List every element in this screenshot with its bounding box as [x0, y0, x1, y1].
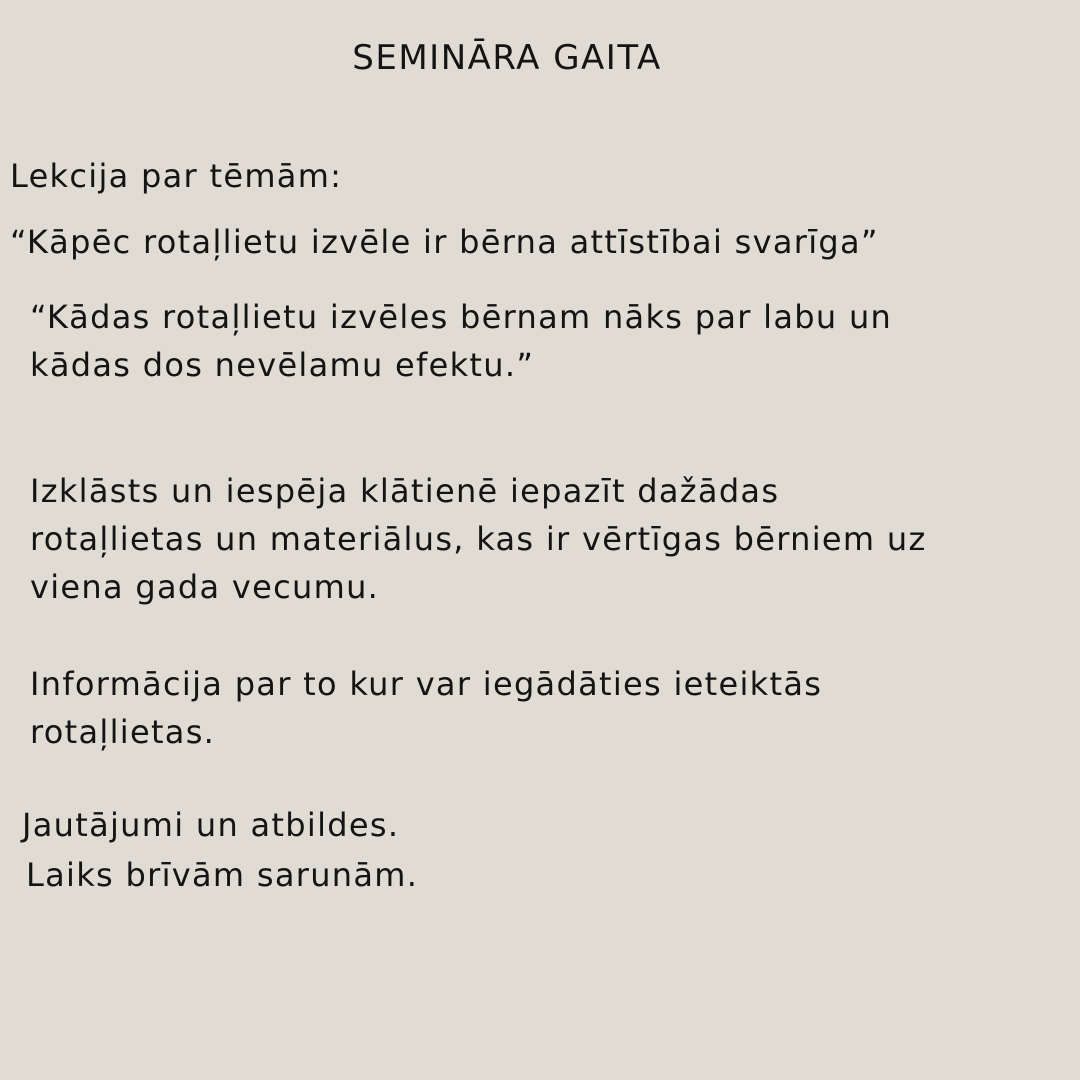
topic-1: “Kāpēc rotaļlietu izvēle ir bērna attīstībai svarīga” — [10, 223, 879, 261]
info-line-1: Informācija par to kur var iegādāties ieteiktās — [30, 665, 823, 703]
overview-paragraph — [30, 467, 927, 611]
overview-line-3: viena gada vecumu. — [30, 568, 380, 606]
topic-2-line-1: “Kādas rotaļlietu izvēles bērnam nāks par labu un — [30, 298, 893, 336]
overview-line-1: Izklāsts un iespēja klātienē iepazīt dažādas — [30, 472, 780, 510]
info-paragraph — [30, 660, 822, 756]
info-line-2: rotaļlietas. — [30, 713, 216, 751]
qa-text: Jautājumi un atbildes. — [22, 806, 400, 844]
page-title: SEMINĀRA GAITA — [352, 38, 662, 78]
overview-line-2: rotaļlietas un materiālus, kas ir vērtīgas bērniem uz — [30, 520, 927, 558]
intro-text: Lekcija par tēmām: — [10, 157, 343, 195]
free-talk-text: Laiks brīvām sarunām. — [26, 856, 419, 894]
topic-2 — [30, 293, 892, 389]
topic-2-line-2: kādas dos nevēlamu efektu.” — [30, 346, 535, 384]
